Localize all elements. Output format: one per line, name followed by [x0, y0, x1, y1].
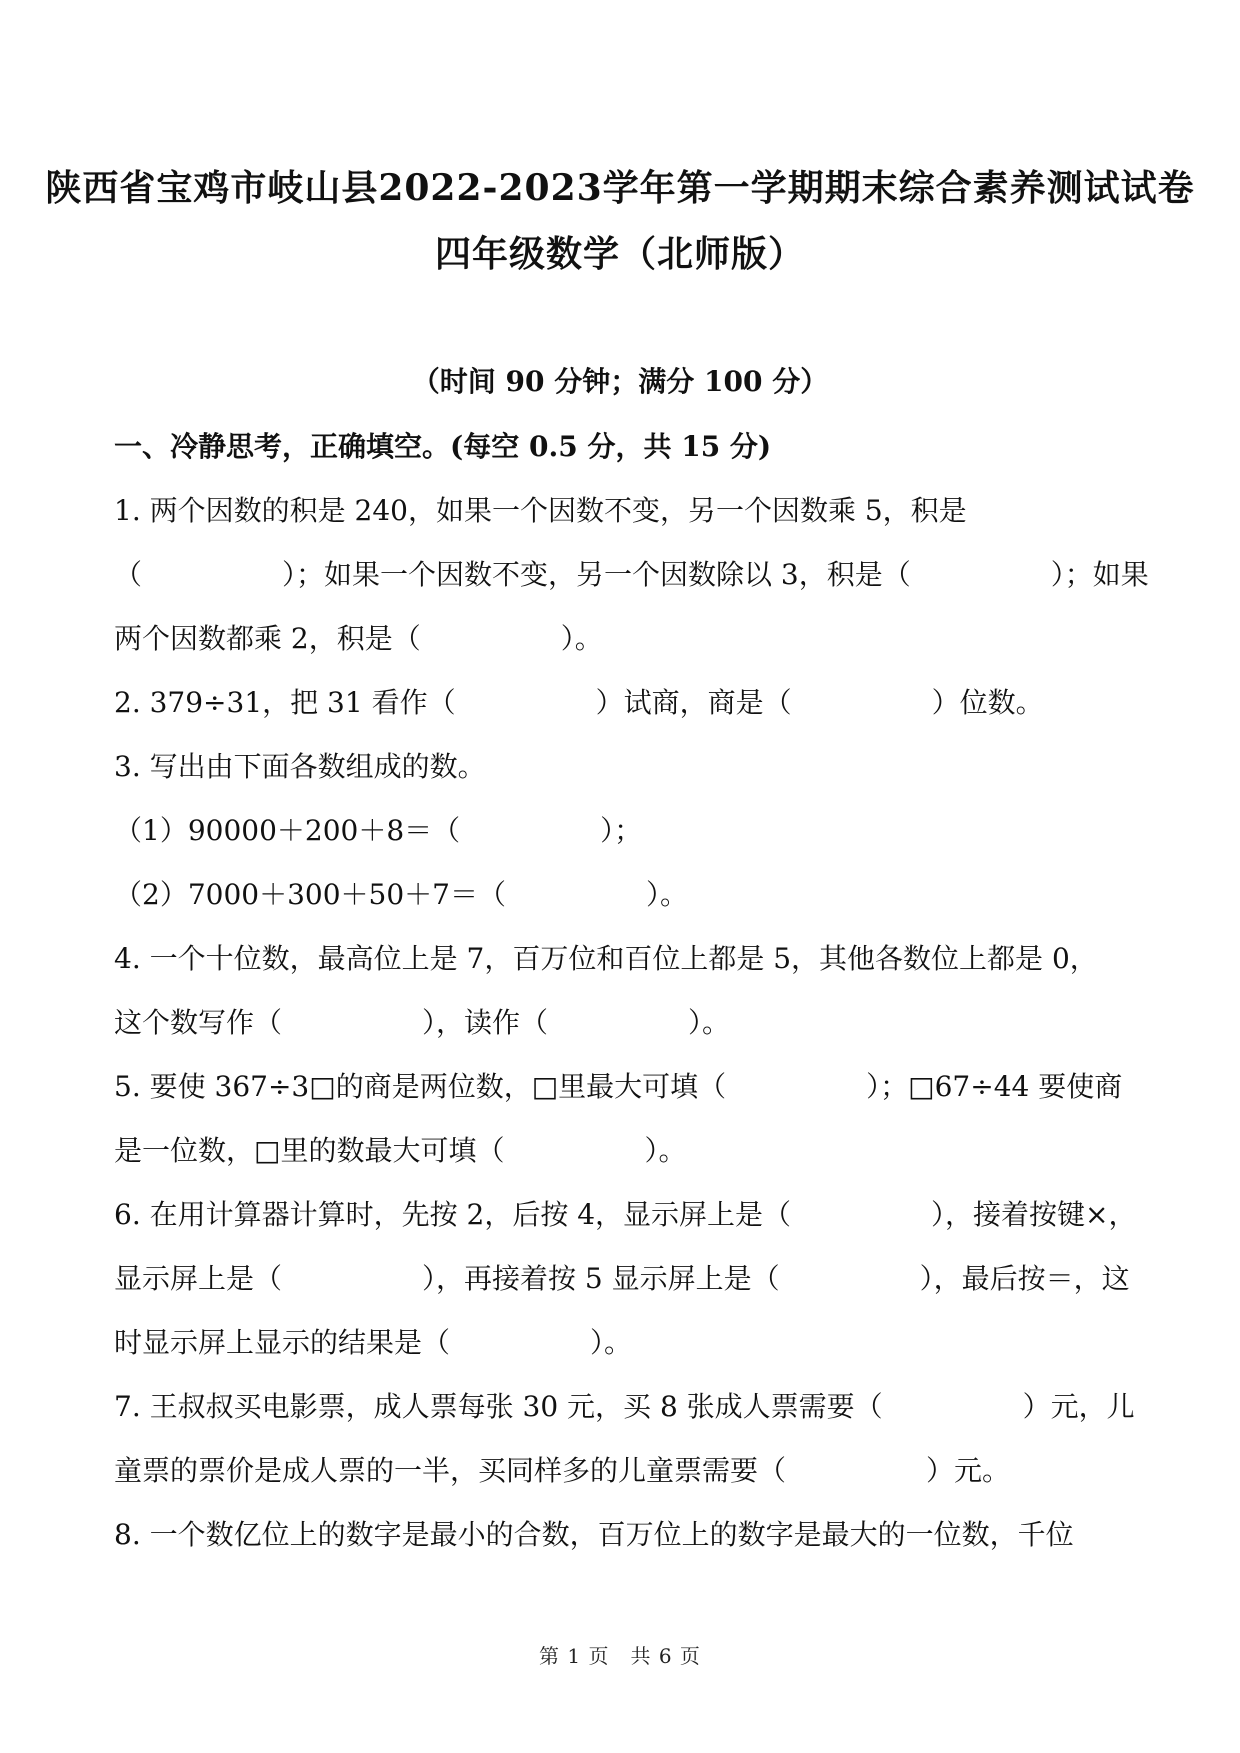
question-line: 两个因数都乘 2，积是（ ）。 [114, 622, 603, 655]
question-line: （1）90000＋200＋8＝（ ）； [114, 814, 643, 847]
exam-subtitle: 四年级数学（北师版） [434, 233, 805, 275]
exam-title: 陕西省宝鸡市岐山县2022-2023学年第一学期期末综合素养测试试卷 [45, 167, 1195, 209]
question-line: 2. 379÷31，把 31 看作（ ）试商，商是（ ）位数。 [114, 686, 1044, 719]
page-footer: 第 1 页 共 6 页 [539, 1644, 701, 1668]
question-line: 童票的票价是成人票的一半，买同样多的儿童票需要（ ）元。 [114, 1454, 1011, 1487]
question-line: 6. 在用计算器计算时，先按 2，后按 4，显示屏上是（ ），接着按键×， [114, 1198, 1137, 1231]
question-line: 这个数写作（ ），读作（ ）。 [114, 1006, 731, 1039]
section-heading: 一、冷静思考，正确填空。(每空 0.5 分，共 15 分) [114, 430, 772, 463]
question-line: 显示屏上是（ ），再接着按 5 显示屏上是（ ），最后按＝，这 [114, 1262, 1130, 1295]
question-line: 是一位数，□里的数最大可填（ ）。 [114, 1134, 687, 1167]
question-line: 4. 一个十位数，最高位上是 7，百万位和百位上都是 5，其他各数位上都是 0， [114, 942, 1098, 975]
question-line: （ ）；如果一个因数不变，另一个因数除以 3，积是（ ）；如果 [114, 558, 1149, 591]
question-line: 3. 写出由下面各数组成的数。 [114, 750, 486, 783]
exam-meta: （时间 90 分钟；满分 100 分） [411, 365, 829, 398]
question-line: 时显示屏上显示的结果是（ ）。 [114, 1326, 633, 1359]
question-line: （2）7000＋300＋50＋7＝（ ）。 [114, 878, 688, 911]
question-line: 5. 要使 367÷3□的商是两位数，□里最大可填（ ）；□67÷44 要使商 [114, 1070, 1123, 1103]
question-line: 1. 两个因数的积是 240，如果一个因数不变，另一个因数乘 5，积是 [114, 494, 967, 527]
question-line: 7. 王叔叔买电影票，成人票每张 30 元，买 8 张成人票需要（ ）元，儿 [114, 1390, 1135, 1423]
question-line: 8. 一个数亿位上的数字是最小的合数，百万位上的数字是最大的一位数，千位 [114, 1518, 1074, 1551]
